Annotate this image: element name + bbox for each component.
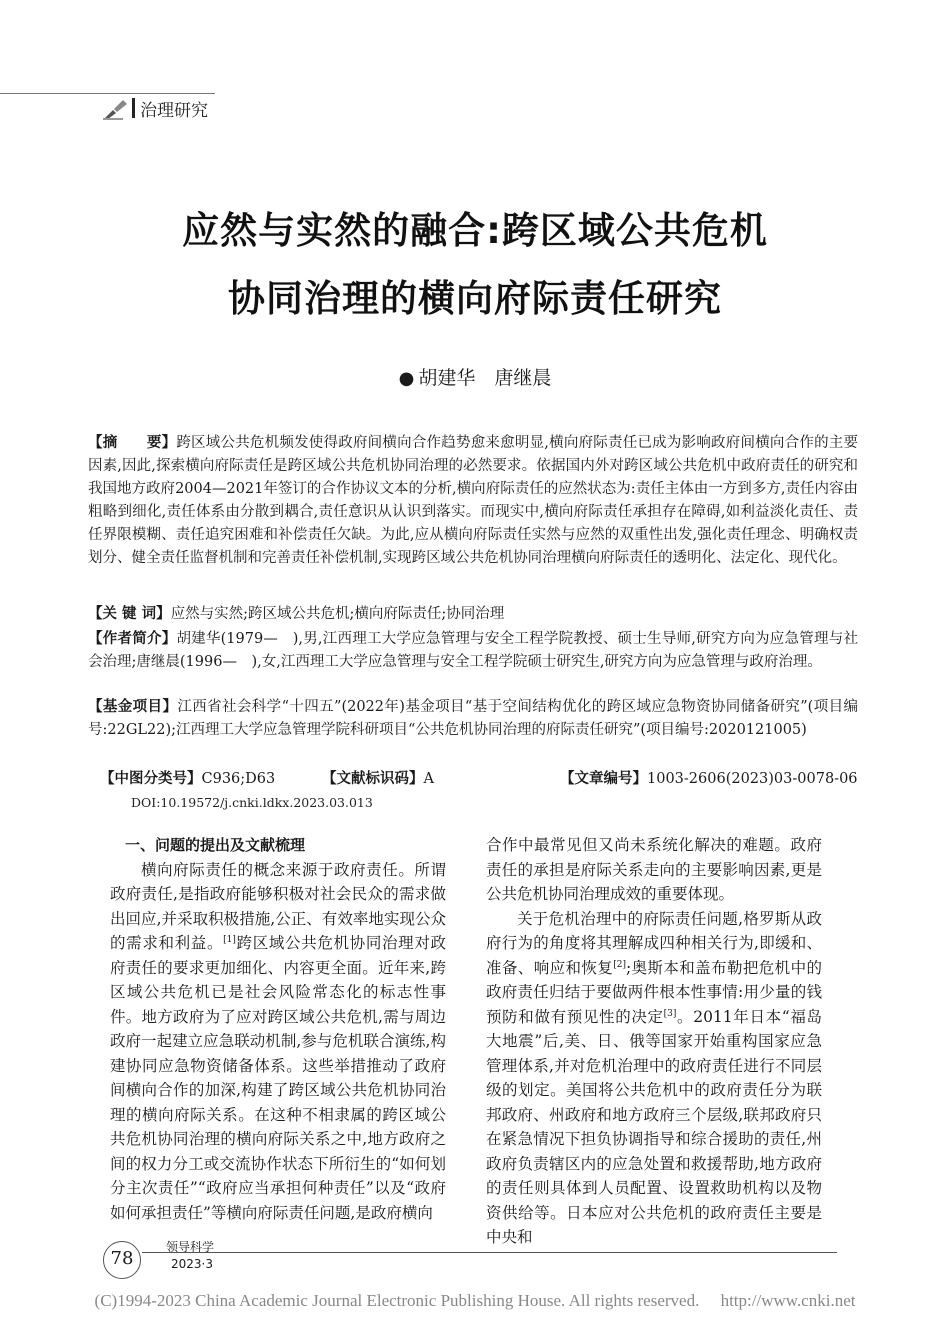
title-line-1: 应然与实然的融合:跨区域公共危机 <box>182 209 768 252</box>
pen-logo-icon <box>103 98 129 120</box>
body-right-column <box>486 833 822 1250</box>
author-intro-label: 【作者简介】 <box>88 631 177 647</box>
keywords <box>88 603 858 626</box>
clc-value: C936;D63 <box>201 771 276 787</box>
header-bar <box>132 98 135 118</box>
citation-ref[interactable]: [3] <box>663 1008 677 1019</box>
section-label: 治理研究 <box>140 101 208 121</box>
paragraph-text: 跨区域公共危机协同治理对政府责任的要求更加细化、内容更全面。近年来,跨区域公共危机已是社会风险常态化的标志性事件。地方政府为了应对跨区域公共危机,需与周边政府一起建立应急联动机制,参与危机联合演练,构建协同应急物资储备体系。这些举措推动了政府间横向合作的加深,构建了跨区域公共危机协同治理的横向府际关系。在这种不相隶属的跨区域公共危机协同治理的横向府际关系之中,地方政府之间的权力分工或交流协作状态下所衍生的“如何划分主次责任”“政府应当承担何种责任”以及“政府如何承担责任”等横向府际责任问题,是政府横向 <box>110 934 446 1222</box>
paragraph <box>110 858 446 1226</box>
doc-code-label: 【文献标识码】 <box>322 771 424 787</box>
doc-code-value: A <box>423 771 434 787</box>
abstract-text: 跨区域公共危机频发使得政府间横向合作趋势愈来愈明显,横向府际责任已成为影响政府间横向合作的主要因素,因此,探索横向府际责任是跨区域公共危机协同治理的必然要求。依据国内外对跨区域公共危机中政府责任的研究和我国地方政府2004—2021年签订的合作协议文本的分析,横向府际责任的应然状态为:责任主体由一方到多方,责任内容由粗略到细化,责任体系由分散到耦合,责任意识从认识到落实。而现实中,横向府际责任承担存在障碍,如利益淡化责任、责任界限模糊、责任追究困难和补偿责任欠缺。为此,应从横向府际责任实然与应然的双重性出发,强化责任理念、明确权责划分、健全责任监督机制和完善责任补偿机制,实现跨区域公共危机协同治理横向府际责任的透明化、法定化、现代化。 <box>88 435 859 566</box>
doi: DOI:10.19572/j.cnki.ldkx.2023.03.013 <box>131 795 373 810</box>
paragraph <box>486 907 822 1250</box>
paragraph-text: 横向府际责任的概念来源于政府责任。所谓政府责任,是指政府能够积极对社会民众的需求做出回应,并采取积极措施,公正、有效率地实现公众的需求和利益。 <box>110 860 446 952</box>
bullet-icon: ● <box>398 368 415 389</box>
article-no-label: 【文章编号】 <box>560 771 647 787</box>
clc-label: 【中图分类号】 <box>100 771 202 787</box>
author-names: 胡建华 唐继晨 <box>418 367 552 389</box>
journal-name: 领导科学 <box>166 1240 215 1254</box>
keywords-text: 应然与实然;跨区域公共危机;横向府际责任;协同治理 <box>170 606 505 622</box>
citation-ref[interactable]: [2] <box>613 959 626 970</box>
section-heading: 一、问题的提出及文献梳理 <box>125 836 306 854</box>
paragraph-text: 关于危机治理中的府际责任问题,格罗斯从政府行为的角度将其理解成四种相关行为,即缓和、准备、响应和恢复 <box>486 909 822 977</box>
keywords-label: 【关 键 词】 <box>88 606 171 622</box>
article-no-value: 1003-2606(2023)03-0078-06 <box>647 771 858 787</box>
journal-issue: 2023·3 <box>171 1257 213 1271</box>
abstract-label: 【摘 要】 <box>88 435 177 451</box>
abstract <box>88 432 858 570</box>
paragraph-text: ;奥斯本和盖布勒把危机中的政府责任归结于要做两件根本性事情:用少量的钱预防和做有预见性的决定 <box>486 958 822 1026</box>
author-intro-text: 胡建华(1979— ),男,江西理工大学应急管理与安全工程学院教授、硕士生导师,研究方向为应急管理与社会治理;唐继晨(1996— ),女,江西理工大学应急管理与安全工程学院硕士研究生,研究方向为应急管理与政府治理。 <box>88 631 858 670</box>
author-intro <box>88 628 858 674</box>
body-left-column <box>110 833 446 1225</box>
title-line-2: 协同治理的横向府际责任研究 <box>228 277 722 320</box>
funding-text: 江西省社会科学“十四五”(2022年)基金项目“基于空间结构优化的跨区域应急物资协同储备研究”(项目编号:22GL22);江西理工大学应急管理学院科研项目“公共危机协同治理的府际责任研究”(项目编号:2020121005) <box>88 699 858 738</box>
header-rule <box>0 93 215 94</box>
funding-label: 【基金项目】 <box>88 699 178 715</box>
funding <box>88 696 858 742</box>
paragraph-text: 。2011年日本“福岛大地震”后,美、日、俄等国家开始重构国家应急管理体系,并对危机治理中的政府责任进行不同层级的划定。美国将公共危机中的政府责任分为联邦政府、州政府和地方政府三个层级,联邦政府只在紧急情况下担负协调指导和综合援助的责任,州政府负责辖区内的应急处置和救援帮助,地方政府的责任则具体到人员配置、设置救助机构以及物资供给等。日本应对公共危机的政府责任主要是中央和 <box>486 1007 822 1246</box>
page-number: 78 <box>103 1241 141 1279</box>
authors <box>0 363 950 390</box>
footer-rule <box>142 1252 837 1253</box>
citation-ref[interactable]: [1] <box>223 934 236 945</box>
classification <box>100 767 860 788</box>
copyright-notice: (C)1994-2023 China Academic Journal Electronic Publishing House. All rights reserved. http://www.cnki.net <box>94 1291 856 1310</box>
paragraph: 合作中最常见但又尚未系统化解决的难题。政府责任的承担是府际关系走向的主要影响因素,更是公共危机协同治理成效的重要体现。 <box>486 836 822 903</box>
